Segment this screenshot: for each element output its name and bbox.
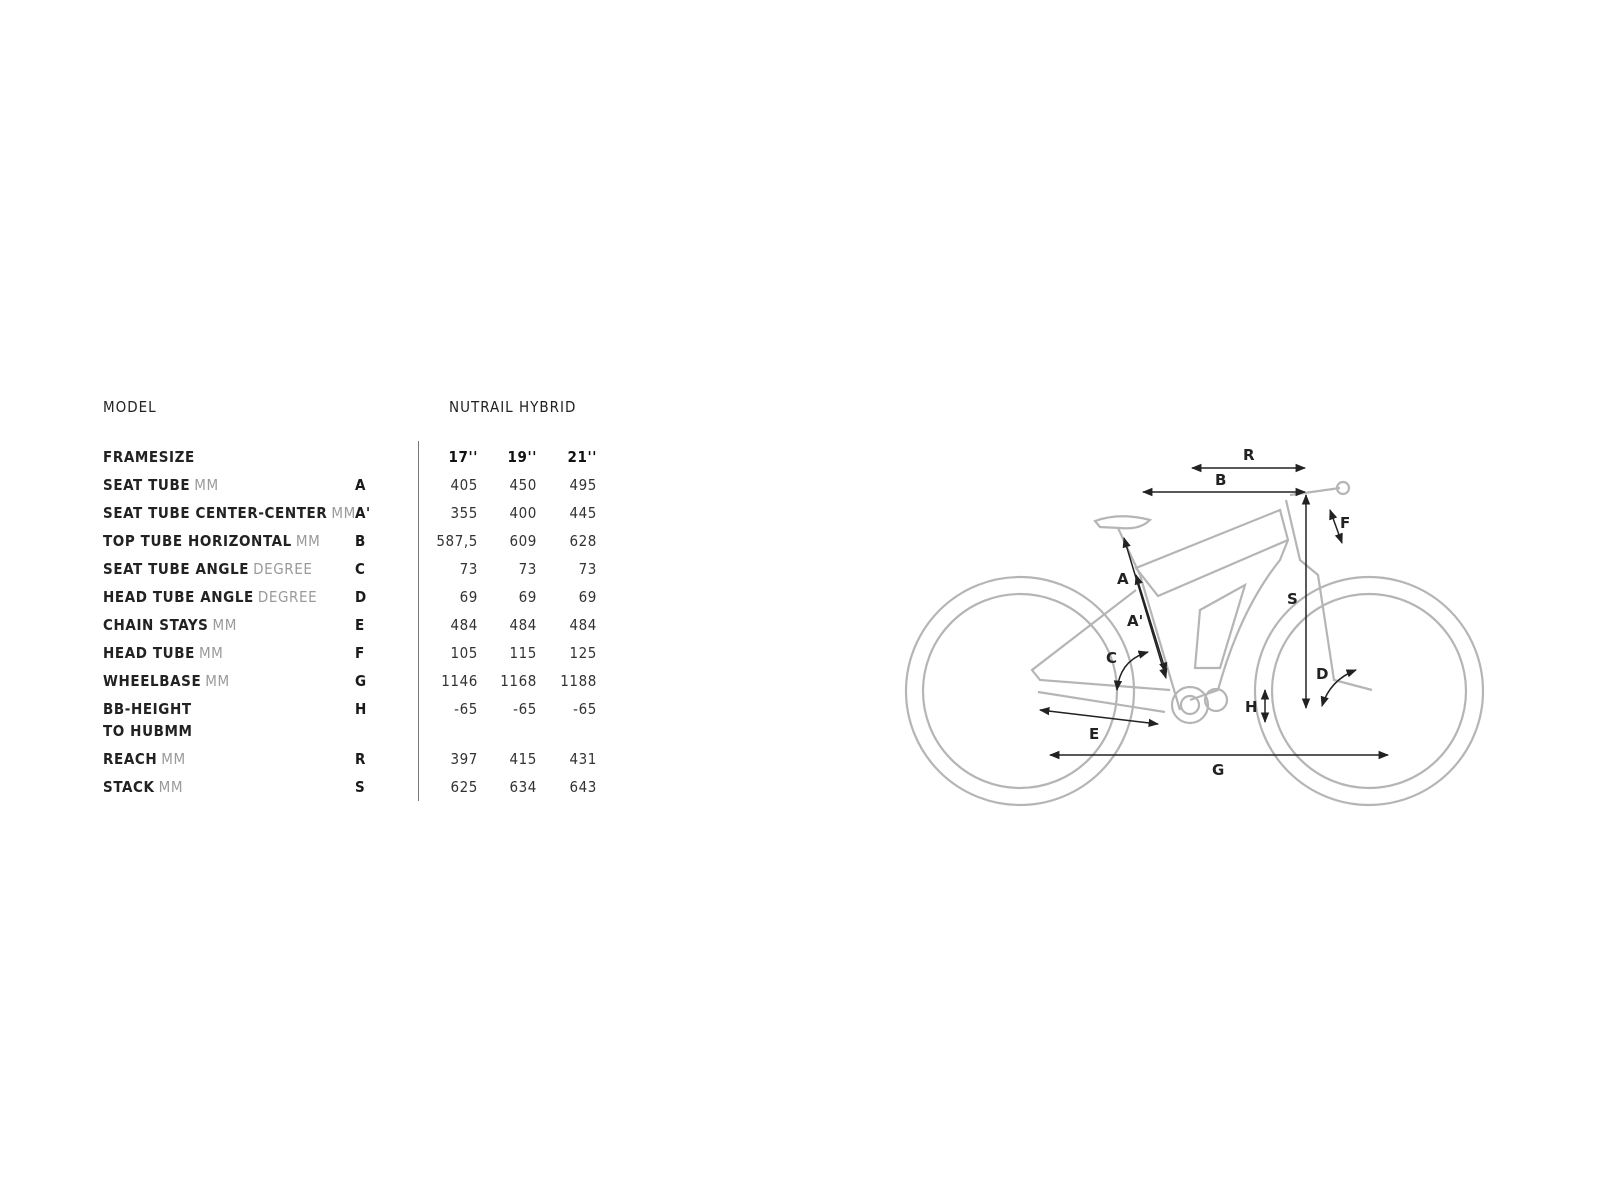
table-row-seat-tube xyxy=(0,476,620,502)
row-label-line2: TO HUBMM xyxy=(103,722,193,740)
value-19: 400 xyxy=(509,504,537,522)
value-19: 450 xyxy=(509,476,537,494)
row-code: D xyxy=(355,588,367,606)
front-wheel-inner xyxy=(1272,594,1466,788)
dim-label-a: A xyxy=(1117,570,1129,588)
row-label: SEAT TUBE ANGLE DEGREE xyxy=(103,560,313,578)
value-21: 643 xyxy=(569,778,597,796)
size-19: 19'' xyxy=(507,448,537,466)
value-21: 1188 xyxy=(560,672,597,690)
dim-label-g: G xyxy=(1212,761,1225,779)
row-code: G xyxy=(355,672,367,690)
value-21: 431 xyxy=(569,750,597,768)
dim-label-a-prime: A' xyxy=(1127,612,1144,630)
row-code: S xyxy=(355,778,366,796)
value-19: 634 xyxy=(509,778,537,796)
value-21: 69 xyxy=(578,588,597,606)
value-21: 484 xyxy=(569,616,597,634)
value-21: 495 xyxy=(569,476,597,494)
framesize-label: FRAMESIZE xyxy=(103,448,195,466)
value-17: 69 xyxy=(459,588,478,606)
table-row-head-tube xyxy=(0,644,620,670)
value-21: -65 xyxy=(573,700,597,718)
row-code: B xyxy=(355,532,366,550)
dimension-lines xyxy=(1040,468,1388,755)
row-label: REACH MM xyxy=(103,750,186,768)
saddle xyxy=(1095,516,1150,528)
row-label: TOP TUBE HORIZONTAL MM xyxy=(103,532,321,550)
table-row-seat-tube-angle xyxy=(0,560,620,586)
value-17: 405 xyxy=(450,476,478,494)
bike-frame-outline xyxy=(906,482,1483,805)
framesize-row xyxy=(0,448,620,474)
rear-wheel-inner xyxy=(923,594,1117,788)
row-code: H xyxy=(355,700,367,718)
value-21: 73 xyxy=(578,560,597,578)
row-code: A xyxy=(355,476,367,494)
row-label: SEAT TUBE MM xyxy=(103,476,219,494)
battery xyxy=(1195,585,1245,668)
value-19: 115 xyxy=(509,644,537,662)
value-17: 73 xyxy=(459,560,478,578)
dim-label-b: B xyxy=(1215,471,1227,489)
model-label: MODEL xyxy=(103,398,157,416)
dim-label-e: E xyxy=(1089,725,1100,743)
table-row-bb-height xyxy=(0,700,620,748)
value-19: -65 xyxy=(513,700,537,718)
value-17: 397 xyxy=(450,750,478,768)
chain-stay xyxy=(1038,692,1165,712)
value-19: 69 xyxy=(518,588,537,606)
dim-line-e xyxy=(1040,710,1158,724)
row-label: STACK MM xyxy=(103,778,184,796)
size-17: 17'' xyxy=(448,448,478,466)
rear-wheel-outer xyxy=(906,577,1134,805)
front-wheel-outer xyxy=(1255,577,1483,805)
row-code: A' xyxy=(355,504,371,522)
table-row-seat-tube-cc xyxy=(0,504,620,530)
row-label: WHEELBASE MM xyxy=(103,672,230,690)
row-label: SEAT TUBE CENTER-CENTER MM xyxy=(103,504,356,522)
value-17: 587,5 xyxy=(436,532,478,550)
row-code: F xyxy=(355,644,365,662)
top-tube xyxy=(1136,510,1288,596)
row-label: BB-HEIGHT xyxy=(103,700,192,718)
value-17: -65 xyxy=(454,700,478,718)
value-17: 105 xyxy=(450,644,478,662)
table-row-wheelbase xyxy=(0,672,620,698)
table-row-reach xyxy=(0,750,620,776)
model-name: NUTRAIL HYBRID xyxy=(449,398,577,416)
row-code: E xyxy=(355,616,365,634)
value-17: 484 xyxy=(450,616,478,634)
value-17: 1146 xyxy=(441,672,478,690)
row-code: C xyxy=(355,560,366,578)
value-17: 355 xyxy=(450,504,478,522)
dim-label-h: H xyxy=(1245,698,1258,716)
bike-geometry-diagram xyxy=(900,430,1520,810)
dim-label-f: F xyxy=(1340,514,1351,532)
value-21: 445 xyxy=(569,504,597,522)
value-19: 484 xyxy=(509,616,537,634)
table-row-head-tube-angle xyxy=(0,588,620,614)
row-label: HEAD TUBE ANGLE DEGREE xyxy=(103,588,318,606)
value-19: 415 xyxy=(509,750,537,768)
value-19: 73 xyxy=(518,560,537,578)
table-row-chain-stays xyxy=(0,616,620,642)
dim-label-c: C xyxy=(1106,649,1118,667)
row-label: CHAIN STAYS MM xyxy=(103,616,238,634)
table-row-top-tube xyxy=(0,532,620,558)
row-code: R xyxy=(355,750,366,768)
value-21: 628 xyxy=(569,532,597,550)
chainring xyxy=(1181,696,1199,714)
value-21: 125 xyxy=(569,644,597,662)
value-19: 609 xyxy=(509,532,537,550)
row-label: HEAD TUBE MM xyxy=(103,644,224,662)
value-17: 625 xyxy=(450,778,478,796)
value-19: 1168 xyxy=(500,672,537,690)
dim-label-r: R xyxy=(1243,446,1255,464)
table-row-stack xyxy=(0,778,620,804)
dim-label-d: D xyxy=(1316,665,1329,683)
size-21: 21'' xyxy=(567,448,597,466)
dim-label-s: S xyxy=(1287,590,1298,608)
